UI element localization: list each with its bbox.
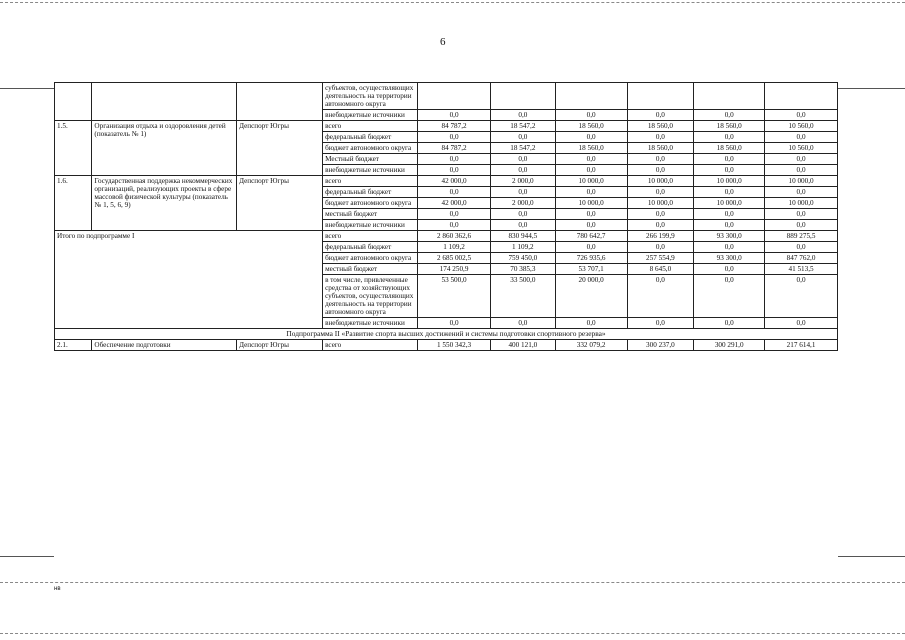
table-row xyxy=(55,176,838,187)
amount-cell: 217 614,1 xyxy=(765,340,838,351)
amount-cell: 0,0 xyxy=(490,209,555,220)
amount-cell: 0,0 xyxy=(627,165,694,176)
amount-cell: 0,0 xyxy=(627,154,694,165)
funding-source: бюджет автономного округа xyxy=(323,143,418,154)
amount-cell: 0,0 xyxy=(694,110,765,121)
item-executor: Депспорт Югры xyxy=(237,340,323,351)
amount-cell: 33 500,0 xyxy=(490,275,555,318)
amount-cell: 93 300,0 xyxy=(694,253,765,264)
top-rule-right xyxy=(838,88,905,89)
funding-source: внебюджетные источники xyxy=(323,165,418,176)
amount-cell: 0,0 xyxy=(694,165,765,176)
amount-cell: 10 000,0 xyxy=(765,198,838,209)
item-number: 1.5. xyxy=(55,121,92,176)
amount-cell: 0,0 xyxy=(765,187,838,198)
amount-cell: 2 000,0 xyxy=(490,198,555,209)
amount-cell: 0,0 xyxy=(490,154,555,165)
amount-cell: 0,0 xyxy=(418,165,491,176)
amount-cell xyxy=(765,83,838,110)
top-rule-left xyxy=(0,88,54,89)
funding-source: бюджет автономного округа xyxy=(323,198,418,209)
amount-cell: 70 385,3 xyxy=(490,264,555,275)
amount-cell: 0,0 xyxy=(555,154,627,165)
amount-cell: 2 685 002,5 xyxy=(418,253,491,264)
amount-cell: 0,0 xyxy=(418,318,491,329)
funding-source: всего xyxy=(323,121,418,132)
amount-cell xyxy=(490,83,555,110)
item-name xyxy=(92,83,237,121)
amount-cell: 0,0 xyxy=(765,209,838,220)
amount-cell: 0,0 xyxy=(694,132,765,143)
subprogram-title: Подпрограмма II «Развитие спорта высших достижений и системы подготовки спортивного резерва» xyxy=(55,329,838,340)
amount-cell: 0,0 xyxy=(694,275,765,318)
amount-cell: 20 000,0 xyxy=(555,275,627,318)
amount-cell: 10 560,0 xyxy=(765,143,838,154)
amount-cell: 830 944,5 xyxy=(490,231,555,242)
funding-source: внебюджетные источники xyxy=(323,220,418,231)
amount-cell: 0,0 xyxy=(627,220,694,231)
amount-cell: 0,0 xyxy=(627,110,694,121)
amount-cell: 0,0 xyxy=(627,132,694,143)
amount-cell: 300 291,0 xyxy=(694,340,765,351)
amount-cell: 10 000,0 xyxy=(555,198,627,209)
amount-cell: 0,0 xyxy=(490,132,555,143)
amount-cell: 0,0 xyxy=(555,318,627,329)
amount-cell: 0,0 xyxy=(418,209,491,220)
amount-cell: 42 000,0 xyxy=(418,176,491,187)
funding-source: всего xyxy=(323,176,418,187)
amount-cell: 1 109,2 xyxy=(490,242,555,253)
amount-cell: 0,0 xyxy=(765,110,838,121)
funding-source: федеральный бюджет xyxy=(323,132,418,143)
amount-cell: 0,0 xyxy=(418,110,491,121)
amount-cell: 18 560,0 xyxy=(627,143,694,154)
amount-cell: 174 250,9 xyxy=(418,264,491,275)
amount-cell: 0,0 xyxy=(418,154,491,165)
amount-cell: 0,0 xyxy=(694,209,765,220)
amount-cell: 0,0 xyxy=(765,154,838,165)
funding-source: субъектов, осуществляющих деятельность на территории автономного округа xyxy=(323,83,418,110)
amount-cell: 0,0 xyxy=(627,318,694,329)
item-number: 1.6. xyxy=(55,176,92,231)
item-number: 2.1. xyxy=(55,340,92,351)
amount-cell: 42 000,0 xyxy=(418,198,491,209)
item-number xyxy=(55,83,92,121)
amount-cell: 0,0 xyxy=(490,110,555,121)
amount-cell: 0,0 xyxy=(490,165,555,176)
amount-cell: 266 199,9 xyxy=(627,231,694,242)
amount-cell: 1 109,2 xyxy=(418,242,491,253)
amount-cell: 0,0 xyxy=(418,220,491,231)
amount-cell: 0,0 xyxy=(694,318,765,329)
amount-cell: 18 547,2 xyxy=(490,143,555,154)
funding-source: в том числе, привлеченные средства от хозяйствующих субъектов, осуществляющих деятельность на территории автономного округа xyxy=(323,275,418,318)
amount-cell: 10 000,0 xyxy=(694,198,765,209)
amount-cell: 0,0 xyxy=(765,275,838,318)
amount-cell: 0,0 xyxy=(490,318,555,329)
amount-cell: 847 762,0 xyxy=(765,253,838,264)
amount-cell: 332 079,2 xyxy=(555,340,627,351)
funding-source: федеральный бюджет xyxy=(323,242,418,253)
funding-source: внебюджетные источники xyxy=(323,110,418,121)
amount-cell: 10 000,0 xyxy=(627,176,694,187)
funding-source: всего xyxy=(323,231,418,242)
amount-cell: 0,0 xyxy=(555,132,627,143)
amount-cell: 0,0 xyxy=(694,187,765,198)
amount-cell: 84 787,2 xyxy=(418,143,491,154)
total-label: Итого по подпрограмме I xyxy=(55,231,323,329)
amount-cell: 0,0 xyxy=(694,264,765,275)
amount-cell: 41 513,5 xyxy=(765,264,838,275)
footer-mark: нв xyxy=(54,586,61,592)
amount-cell: 0,0 xyxy=(765,220,838,231)
item-name: Обеспечение подготовки xyxy=(92,340,237,351)
funding-source: федеральный бюджет xyxy=(323,187,418,198)
amount-cell: 300 237,0 xyxy=(627,340,694,351)
amount-cell: 0,0 xyxy=(490,220,555,231)
amount-cell: 889 275,5 xyxy=(765,231,838,242)
funding-source: всего xyxy=(323,340,418,351)
amount-cell: 780 642,7 xyxy=(555,231,627,242)
amount-cell: 18 560,0 xyxy=(555,121,627,132)
amount-cell: 10 000,0 xyxy=(555,176,627,187)
amount-cell: 0,0 xyxy=(694,220,765,231)
amount-cell: 2 860 362,6 xyxy=(418,231,491,242)
amount-cell: 0,0 xyxy=(490,187,555,198)
item-executor xyxy=(237,83,323,121)
amount-cell: 0,0 xyxy=(694,154,765,165)
table-row xyxy=(55,231,838,242)
budget-table xyxy=(54,82,838,351)
amount-cell: 1 550 342,3 xyxy=(418,340,491,351)
item-executor: Депспорт Югры xyxy=(237,121,323,176)
table-row xyxy=(55,121,838,132)
amount-cell xyxy=(555,83,627,110)
table-row xyxy=(55,340,838,351)
amount-cell: 0,0 xyxy=(627,187,694,198)
amount-cell: 0,0 xyxy=(627,242,694,253)
amount-cell: 0,0 xyxy=(555,242,627,253)
amount-cell xyxy=(418,83,491,110)
amount-cell: 400 121,0 xyxy=(490,340,555,351)
amount-cell: 0,0 xyxy=(555,209,627,220)
amount-cell: 0,0 xyxy=(765,132,838,143)
amount-cell: 759 450,0 xyxy=(490,253,555,264)
bottom-scan-edge xyxy=(0,633,905,634)
bottom-rule-right xyxy=(838,556,905,557)
fold-line xyxy=(0,582,905,583)
top-scan-edge xyxy=(0,2,905,3)
amount-cell: 10 000,0 xyxy=(694,176,765,187)
amount-cell: 10 000,0 xyxy=(627,198,694,209)
amount-cell: 0,0 xyxy=(765,165,838,176)
funding-source: внебюджетные источники xyxy=(323,318,418,329)
amount-cell: 53 707,1 xyxy=(555,264,627,275)
funding-source: местный бюджет xyxy=(323,264,418,275)
table-row xyxy=(55,83,838,110)
amount-cell: 0,0 xyxy=(418,187,491,198)
amount-cell: 257 554,9 xyxy=(627,253,694,264)
amount-cell: 18 560,0 xyxy=(694,143,765,154)
funding-source: Местный бюджет xyxy=(323,154,418,165)
amount-cell xyxy=(627,83,694,110)
item-name: Организация отдыха и оздоровления детей (показатель № 1) xyxy=(92,121,237,176)
bottom-rule-left xyxy=(0,556,54,557)
amount-cell: 0,0 xyxy=(627,275,694,318)
funding-source: бюджет автономного округа xyxy=(323,253,418,264)
amount-cell: 18 560,0 xyxy=(694,121,765,132)
amount-cell: 18 560,0 xyxy=(627,121,694,132)
amount-cell: 18 560,0 xyxy=(555,143,627,154)
amount-cell: 18 547,2 xyxy=(490,121,555,132)
funding-source: местный бюджет xyxy=(323,209,418,220)
amount-cell: 0,0 xyxy=(555,220,627,231)
amount-cell: 53 500,0 xyxy=(418,275,491,318)
amount-cell: 726 935,6 xyxy=(555,253,627,264)
amount-cell: 0,0 xyxy=(765,242,838,253)
amount-cell: 10 560,0 xyxy=(765,121,838,132)
amount-cell: 0,0 xyxy=(694,242,765,253)
amount-cell: 10 000,0 xyxy=(765,176,838,187)
amount-cell: 0,0 xyxy=(627,209,694,220)
amount-cell: 0,0 xyxy=(555,110,627,121)
amount-cell: 0,0 xyxy=(765,318,838,329)
amount-cell: 2 000,0 xyxy=(490,176,555,187)
amount-cell: 0,0 xyxy=(418,132,491,143)
amount-cell: 93 300,0 xyxy=(694,231,765,242)
amount-cell xyxy=(694,83,765,110)
subprogram-header-row xyxy=(55,329,838,340)
item-name: Государственная поддержка некоммерческих организаций, реализующих проекты в сфере массовой физической культуры (показатель № 1, 5, 6, 9) xyxy=(92,176,237,231)
page-number: 6 xyxy=(440,36,446,48)
amount-cell: 8 645,0 xyxy=(627,264,694,275)
amount-cell: 0,0 xyxy=(555,165,627,176)
item-executor: Депспорт Югры xyxy=(237,176,323,231)
amount-cell: 0,0 xyxy=(555,187,627,198)
amount-cell: 84 787,2 xyxy=(418,121,491,132)
